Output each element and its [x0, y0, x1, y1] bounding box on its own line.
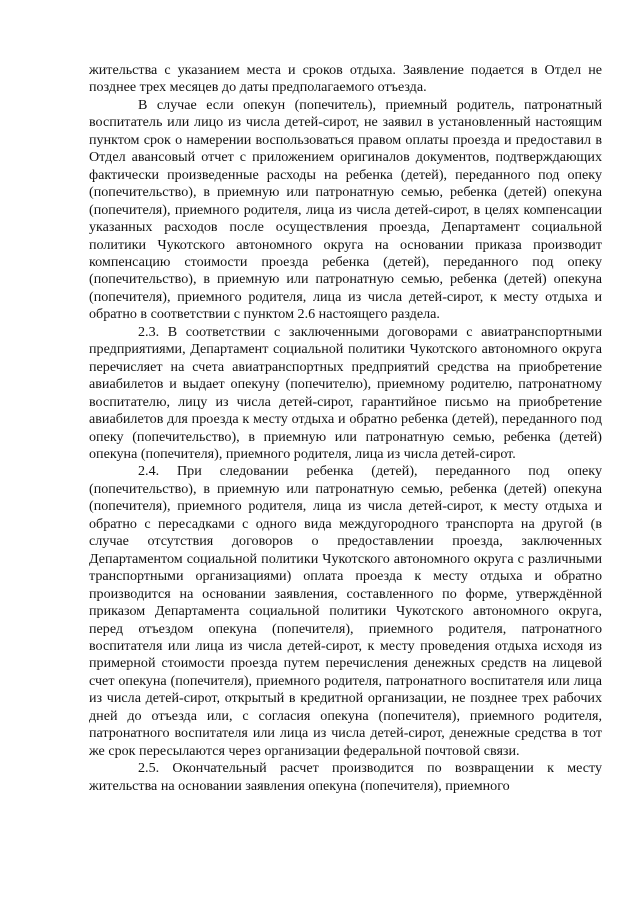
paragraph-2-3-air-tickets: 2.3. В соответствии с заключенными договорами с авиатранспортными предприятиями, Департамент социальной политики Чукотского автономного округа перечисляет на счета авиатранспортных предприятий средства на приобретение авиабилетов и выдает опекуну (попечителю), приемному родителю, патронатному воспитателю, лицу из числа детей-сирот, гарантийное письмо на приобретение авиабилетов для проезда к месту отдыха и обратно ребенка (детей), переданного под опеку (попечительство), в приемную или патронатную семью, ребенка (детей) опекуна (попечителя), приемного родителя, лица из числа детей-сирот.	[89, 323, 602, 462]
paragraph-2-4-transfers: 2.4. При следовании ребенка (детей), переданного под опеку (попечительство), в приемную или патронатную семью, ребенка (детей) опекуна (попечителя), приемного родителя, лица из числа детей-сирот, к месту отдыха и обратно с пересадками с одного вида междугородного транспорта на другой (в случае отсутствия договоров о предоставлении проезда, заключенных Департаментом социальной политики Чукотского автономного округа с различными транспортными организациями) оплата проезда к месту отдыха и обратно производится на основании заявления, составленного по форме, утверждённой приказом Департамента социальной политики Чукотского автономного округа, перед отъездом опекуна (попечителя), приемного родителя, патронатного воспитателя или лица из числа детей-сирот, к месту проведения отдыха исходя из примерной стоимости проезда путем перечисления денежных средств на лицевой счет опекуна (попечителя), приемного родителя, патронатного воспитателя или лица из числа детей-сирот, открытый в кредитной организации, не позднее трех рабочих дней до отъезда или, с согласия опекуна (попечителя), приемного родителя, патронатного воспитателя или лица из числа детей-сирот, денежные средства в тот же срок пересылаются через организации федеральной почтовой связи.	[89, 463, 602, 759]
paragraph-continued-residence: жительства с указанием места и сроков отдыха. Заявление подается в Отдел не позднее трех месяцев до даты предполагаемого отъезда.	[89, 62, 602, 96]
paragraph-2-5-final-settlement: 2.5. Окончательный расчет производится по возвращении к месту жительства на основании заявления опекуна (попечителя), приемного	[89, 760, 602, 794]
document-page	[89, 62, 602, 795]
paragraph-advance-report-compensation: В случае если опекун (попечитель), приемный родитель, патронатный воспитатель или лицо из числа детей-сирот, не заявил в установленный настоящим пунктом срок о намерении воспользоваться правом оплаты проезда и предоставил в Отдел авансовый отчет с приложением оригиналов документов, подтверждающих фактически произведенные расходы на ребенка (детей), переданного под опеку (попечительство), в приемную или патронатную семью, ребенка (детей) опекуна (попечителя), приемного родителя, лица из числа детей-сирот, в целях компенсации указанных расходов после осуществления проезда, Департамент социальной политики Чукотского автономного округа на основании приказа производит компенсацию стоимости проезда ребенка (детей), переданного под опеку (попечительство), в приемную или патронатную семью, ребенка (детей) опекуна (попечителя), приемного родителя, лица из числа детей-сирот, к месту отдыха и обратно в соответствии с пунктом 2.6 настоящего раздела.	[89, 96, 602, 323]
